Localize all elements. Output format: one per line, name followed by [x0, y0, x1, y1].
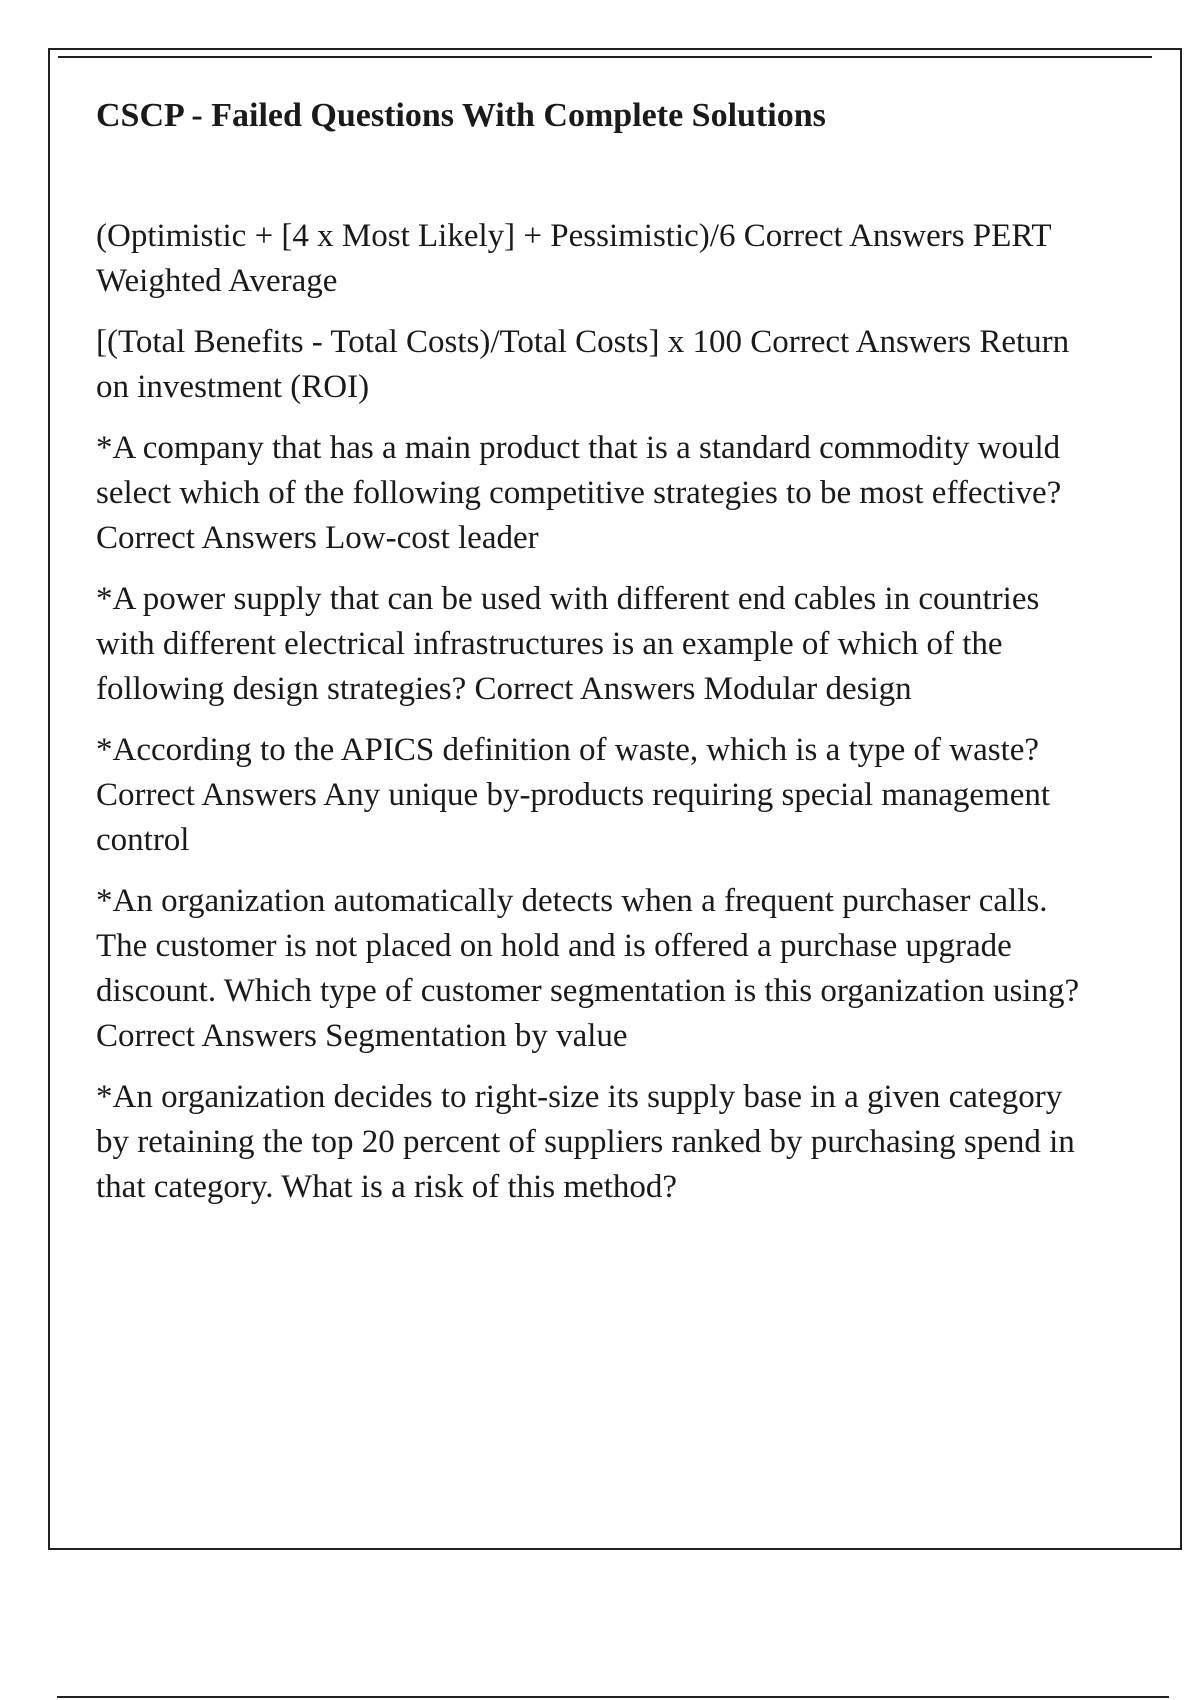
document-title: CSCP - Failed Questions With Complete Solutions	[96, 97, 826, 134]
qa-item-waste: *According to the APICS definition of waste, which is a type of waste? Correct Answers Any unique by-products requiring special management control	[96, 732, 1051, 858]
document-content	[96, 96, 1096, 1226]
qa-item-supply-base: *An organization decides to right-size its supply base in a given category by retaining the top 20 percent of suppliers ranked by purchasing spend in that category. What is a risk of this method?	[96, 1079, 1075, 1205]
top-rule	[58, 56, 1152, 58]
qa-item-competitive-strategy: *A company that has a main product that is a standard commodity would select which of the following competitive strategies to be most effective? Correct Answers Low-cost leader	[96, 430, 1062, 556]
qa-item-design-strategy: *A power supply that can be used with different end cables in countries with different electrical infrastructures is an example of which of the following design strategies? Correct Answers Modular design	[96, 581, 1040, 707]
qa-item-pert: (Optimistic + [4 x Most Likely] + Pessimistic)/6 Correct Answers PERT Weighted Average	[96, 218, 1051, 299]
bottom-rule	[57, 1696, 1169, 1698]
qa-item-roi: [(Total Benefits - Total Costs)/Total Costs] x 100 Correct Answers Return on investment (ROI)	[96, 324, 1070, 405]
qa-item-segmentation: *An organization automatically detects when a frequent purchaser calls. The customer is not placed on hold and is offered a purchase upgrade discount. Which type of customer segmentation is this organization using? Correct Answers Segmentation by value	[96, 883, 1080, 1054]
